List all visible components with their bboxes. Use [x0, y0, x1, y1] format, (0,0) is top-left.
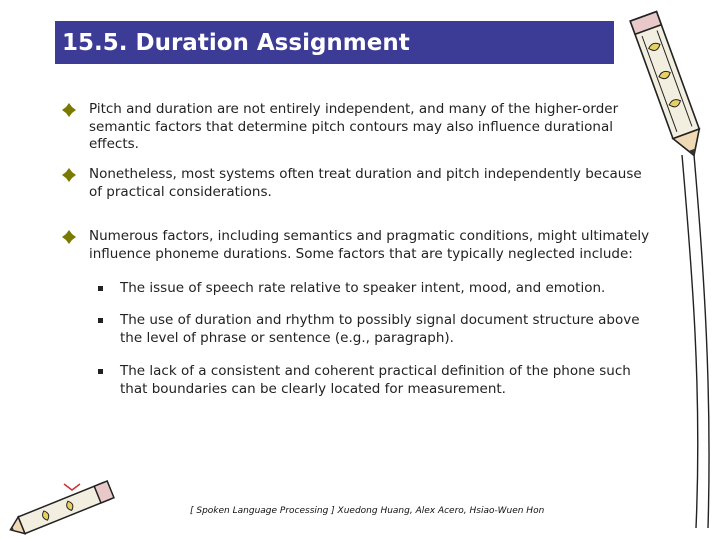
- page-title: 15.5. Duration Assignment: [62, 30, 410, 56]
- diamond-clover-icon: [62, 168, 76, 182]
- square-bullet-icon: [98, 369, 103, 374]
- bullet-text: Numerous factors, including semantics and pragmatic conditions, might ultimately influence phoneme durations. Some factors that are typically neglected include:: [89, 228, 650, 262]
- diamond-clover-icon: [62, 230, 76, 244]
- square-bullet-icon: [98, 286, 103, 291]
- bullet-text: Nonetheless, most systems often treat duration and pitch independently because of practical considerations.: [89, 166, 642, 200]
- footer-citation: [ Spoken Language Processing ] Xuedong Huang, Alex Acero, Hsiao-Wuen Hon: [190, 506, 545, 516]
- subbullet-text: The issue of speech rate relative to speaker intent, mood, and emotion.: [120, 280, 606, 296]
- diamond-clover-icon: [62, 103, 76, 117]
- square-bullet-icon: [98, 318, 103, 323]
- subbullet-text: The lack of a consistent and coherent practical definition of the phone such that boundaries can be clearly located for measurement.: [120, 363, 631, 397]
- subbullet-text: The use of duration and rhythm to possibly signal document structure above the level of phrase or sentence (e.g., paragraph).: [120, 312, 640, 346]
- bullet-text: Pitch and duration are not entirely independent, and many of the higher-order semantic factors that determine pitch contours may also influence durational effects.: [89, 101, 619, 152]
